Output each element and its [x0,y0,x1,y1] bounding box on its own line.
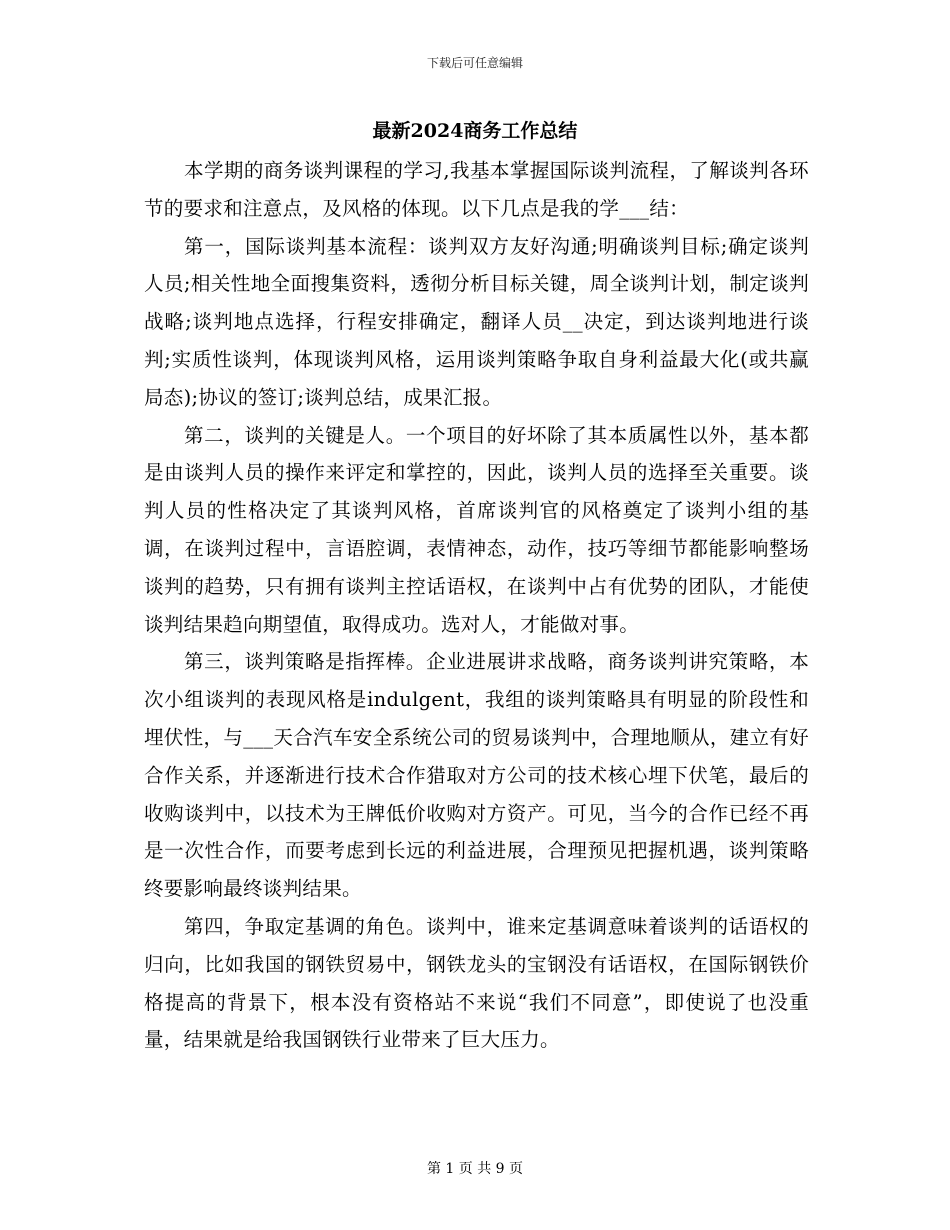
page-number-footer: 第 1 页 共 9 页 [426,1161,524,1177]
document-body [144,152,809,1059]
paragraph-fourth-point: 第四，争取定基调的角色。谈判中，谁来定基调意味着谈判的话语权的归向，比如我国的钢铁贸易中，钢铁龙头的宝钢没有话语权，在国际钢铁价格提高的背景下，根本没有资格站不来说“我们不同意”，即使说了也没重量，结果就是给我国钢铁行业带来了巨大压力。 [144,914,809,1052]
document-title: 最新2024商务工作总结 [372,120,578,142]
page-header-note: 下载后可任意编辑 [426,56,523,70]
paragraph-first-point: 第一，国际谈判基本流程：谈判双方友好沟通;明确谈判目标;确定谈判人员;相关性地全面搜集资料，透彻分析目标关键，周全谈判计划，制定谈判战略;谈判地点选择，行程安排确定，翻译人员__决定，到达谈判地进行谈判;实质性谈判，体现谈判风格，运用谈判策略争取自身利益最大化(或共赢局态);协议的签订;谈判总结，成果汇报。 [144,234,809,409]
paragraph-second-point: 第二，谈判的关键是人。一个项目的好坏除了其本质属性以外，基本都是由谈判人员的操作来评定和掌控的，因此，谈判人员的选择至关重要。谈判人员的性格决定了其谈判风格，首席谈判官的风格奠定了谈判小组的基调，在谈判过程中，言语腔调，表情神态，动作，技巧等细节都能影响整场谈判的趋势，只有拥有谈判主控话语权，在谈判中占有优势的团队，才能使谈判结果趋向期望值，取得成功。选对人，才能做对事。 [144,423,809,636]
paragraph-intro: 本学期的商务谈判课程的学习,我基本掌握国际谈判流程，了解谈判各环节的要求和注意点，及风格的体现。以下几点是我的学___结： [144,159,809,220]
paragraph-third-point: 第三，谈判策略是指挥棒。企业进展讲求战略，商务谈判讲究策略，本次小组谈判的表现风格是indulgent，我组的谈判策略具有明显的阶段性和埋伏性，与___天合汽车安全系统公司的贸易谈判中，合理地顺从，建立有好合作关系，并逐渐进行技术合作猎取对方公司的技术核心埋下伏笔，最后的收购谈判中，以技术为王牌低价收购对方资产。可见，当今的合作已经不再是一次性合作，而要考虑到长远的利益进展，合理预见把握机遇，谈判策略终要影响最终谈判结果。 [144,650,809,901]
